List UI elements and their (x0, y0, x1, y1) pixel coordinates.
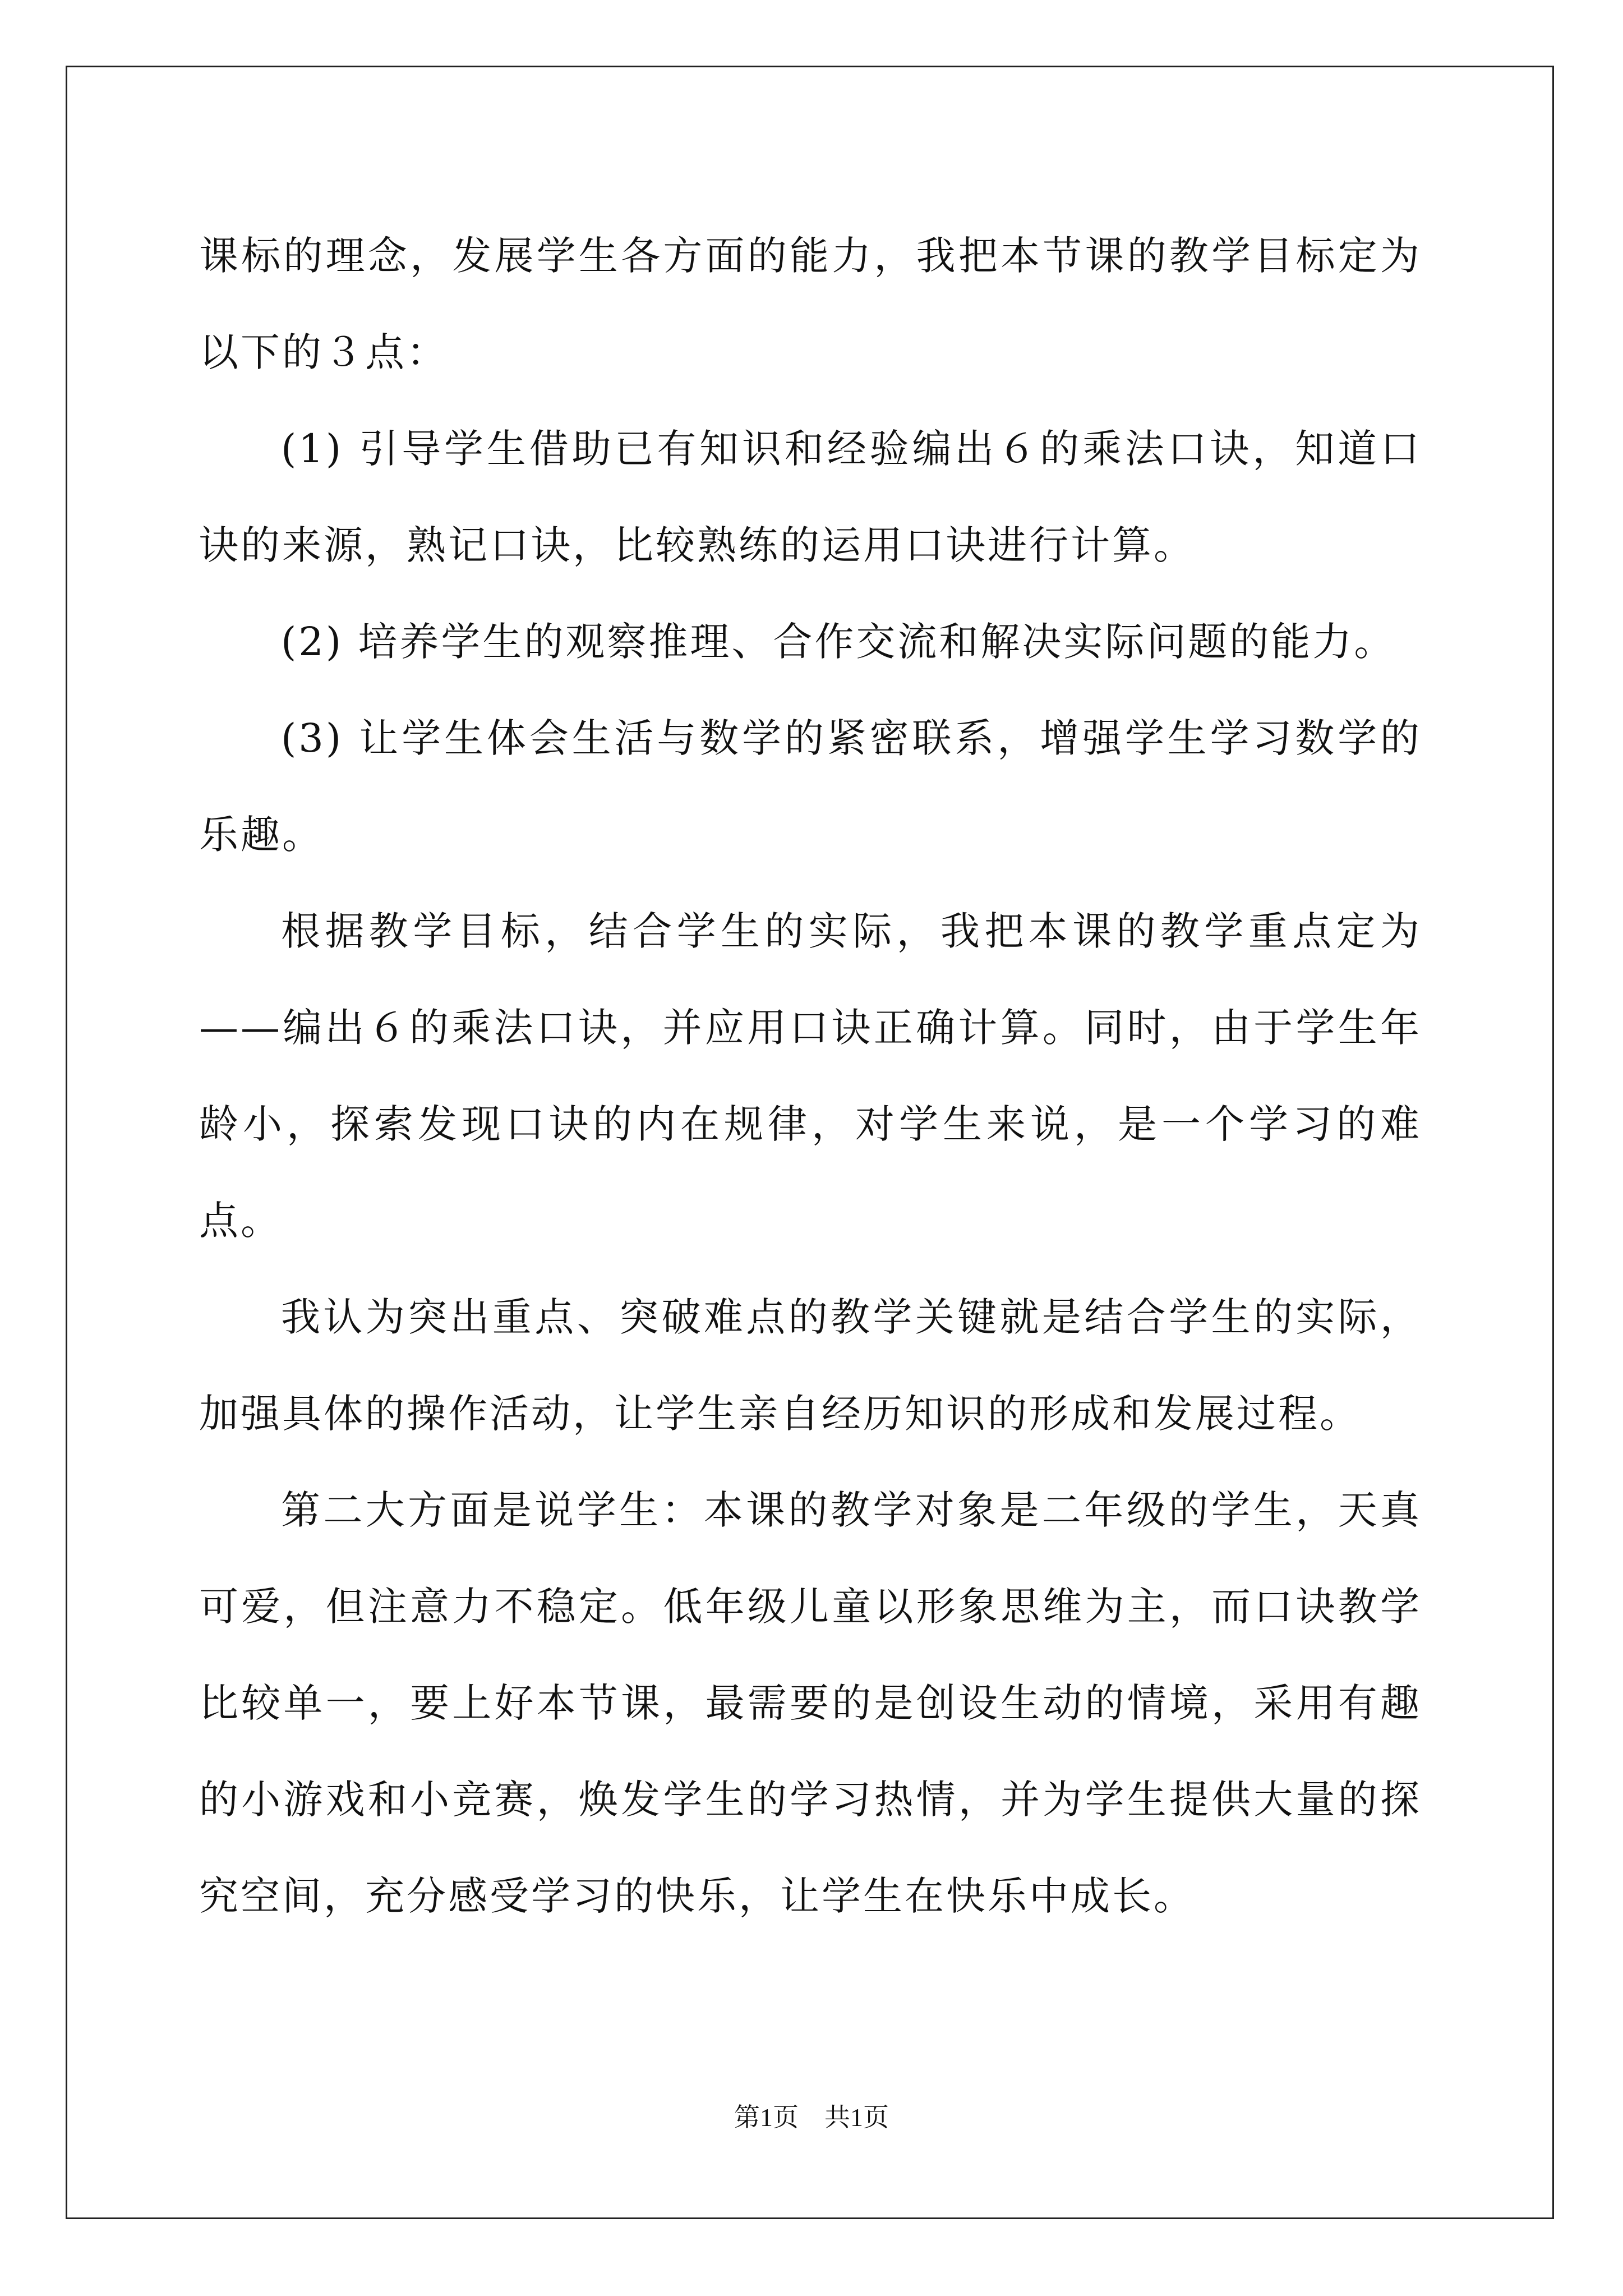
paragraph-goal-2: (2) 培养学生的观察推理、合作交流和解决实际问题的能力。 (281, 619, 1396, 665)
paragraph-goal-3: (3) 让学生体会生活与数学的紧密联系，增强学生学习数学的乐趣。 (199, 715, 1422, 858)
paragraph-key-points: 根据教学目标，结合学生的实际，我把本课的教学重点定为——编出６的乘法口诀，并应用口诀正确计算。同时，由于学生年龄小，探索发现口诀的内在规律，对学生来说，是一个学习的难点。 (199, 908, 1422, 1244)
page-number-footer: 第1页 共1页 (734, 2103, 889, 2132)
document-body (199, 208, 1422, 1944)
paragraph-goals-intro: 课标的理念，发展学生各方面的能力，我把本节课的教学目标定为以下的３点： (199, 233, 1422, 375)
paragraph-goal-1: (1) 引导学生借助已有知识和经验编出６的乘法口诀，知道口诀的来源，熟记口诀，比较熟练的运用口诀进行计算。 (199, 426, 1422, 568)
paragraph-teaching-key: 我认为突出重点、突破难点的教学关键就是结合学生的实际，加强具体的操作活动，让学生亲自经历知识的形成和发展过程。 (199, 1294, 1422, 1437)
paragraph-students: 第二大方面是说学生：本课的教学对象是二年级的学生，天真可爱，但注意力不稳定。低年级儿童以形象思维为主，而口诀教学比较单一，要上好本节课，最需要的是创设生动的情境，采用有趣的小游戏和小竞赛，焕发学生的学习热情，并为学生提供大量的探究空间，充分感受学习的快乐，让学生在快乐中成长。 (199, 1487, 1422, 1919)
